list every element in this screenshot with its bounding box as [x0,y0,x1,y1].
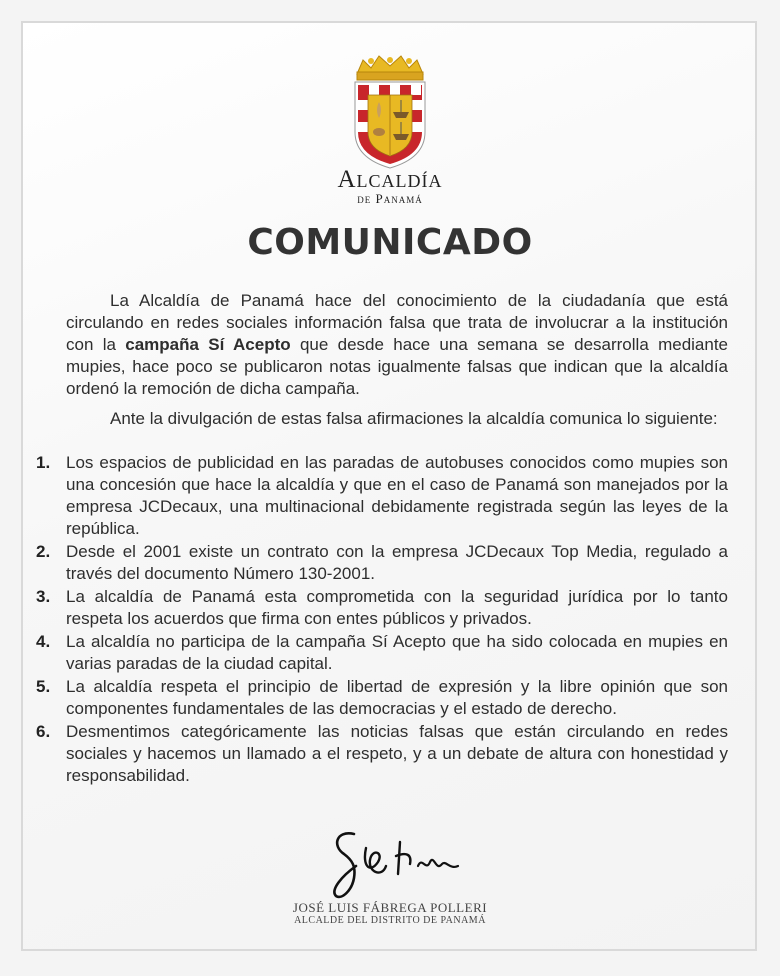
item-text: La alcaldía de Panamá esta comprometida con la seguridad jurídica por lo tanto respeta los acuerdos que firma con entes públicos y privados. [66,587,728,628]
statement-paragraph: Ante la divulgación de estas falsa afirmaciones la alcaldía comunica lo siguiente: [110,409,718,428]
item-number: 4. [36,632,51,651]
item-text: Desde el 2001 existe un contrato con la empresa JCDecaux Top Media, regulado a través del documento Número 130-2001. [66,542,728,583]
statement-list [36,452,728,788]
item-text: Desmentimos categóricamente las noticias falsas que están circulando en redes sociales y hacemos un llamado a el respeto, y a un debate de altura con honestidad y responsabilidad. [66,722,728,785]
org-name: Alcaldía [337,166,443,193]
item-number: 3. [36,587,51,606]
item-number: 2. [36,542,51,561]
coat-of-arms-icon [349,52,431,170]
intro-text-start: La Alcaldía de Panamá hace del conocimiento de la ciudadanía que está circulando en redes sociales información falsa que trata de involucrar a la institución con la [66,291,728,354]
list-item [36,452,728,540]
org-subtitle: de Panamá [357,191,423,206]
item-number: 5. [36,677,51,696]
signer-title: ALCALDE DEL DISTRITO DE PANAMÁ [294,915,486,926]
list-item [36,541,728,585]
intro-paragraph [66,290,728,400]
handwritten-signature-icon [326,826,466,906]
campaign-name: campaña Sí Acepto [125,335,291,354]
intro-text-end: que desde hace una semana se desarrolla mediante mupies, hace poco se publicaron notas igualmente falsas que indican que la alcaldía ordenó la remoción de dicha campaña. [66,335,729,398]
item-text: La alcaldía respeta el principio de libertad de expresión y la libre opinión que son componentes fundamentales de las democracias y el estado de derecho. [66,677,728,718]
item-number: 1. [36,453,51,472]
page-title: COMUNICADO [247,222,533,263]
item-text: La alcaldía no participa de la campaña Sí Acepto que ha sido colocada en mupies en varias paradas de la ciudad capital. [66,632,728,673]
item-number: 6. [36,722,51,741]
list-item [36,676,728,720]
list-item [36,631,728,675]
list-item [36,721,728,787]
signer-name: JOSÉ LUIS FÁBREGA POLLERI [292,900,488,915]
list-item [36,586,728,630]
item-text: Los espacios de publicidad en las paradas de autobuses conocidos como mupies son una concesión que hace la alcaldía y que en el caso de Panamá son manejados por la empresa JCDecaux, una multinacional debidamente registrada según las leyes de la república. [66,453,728,538]
